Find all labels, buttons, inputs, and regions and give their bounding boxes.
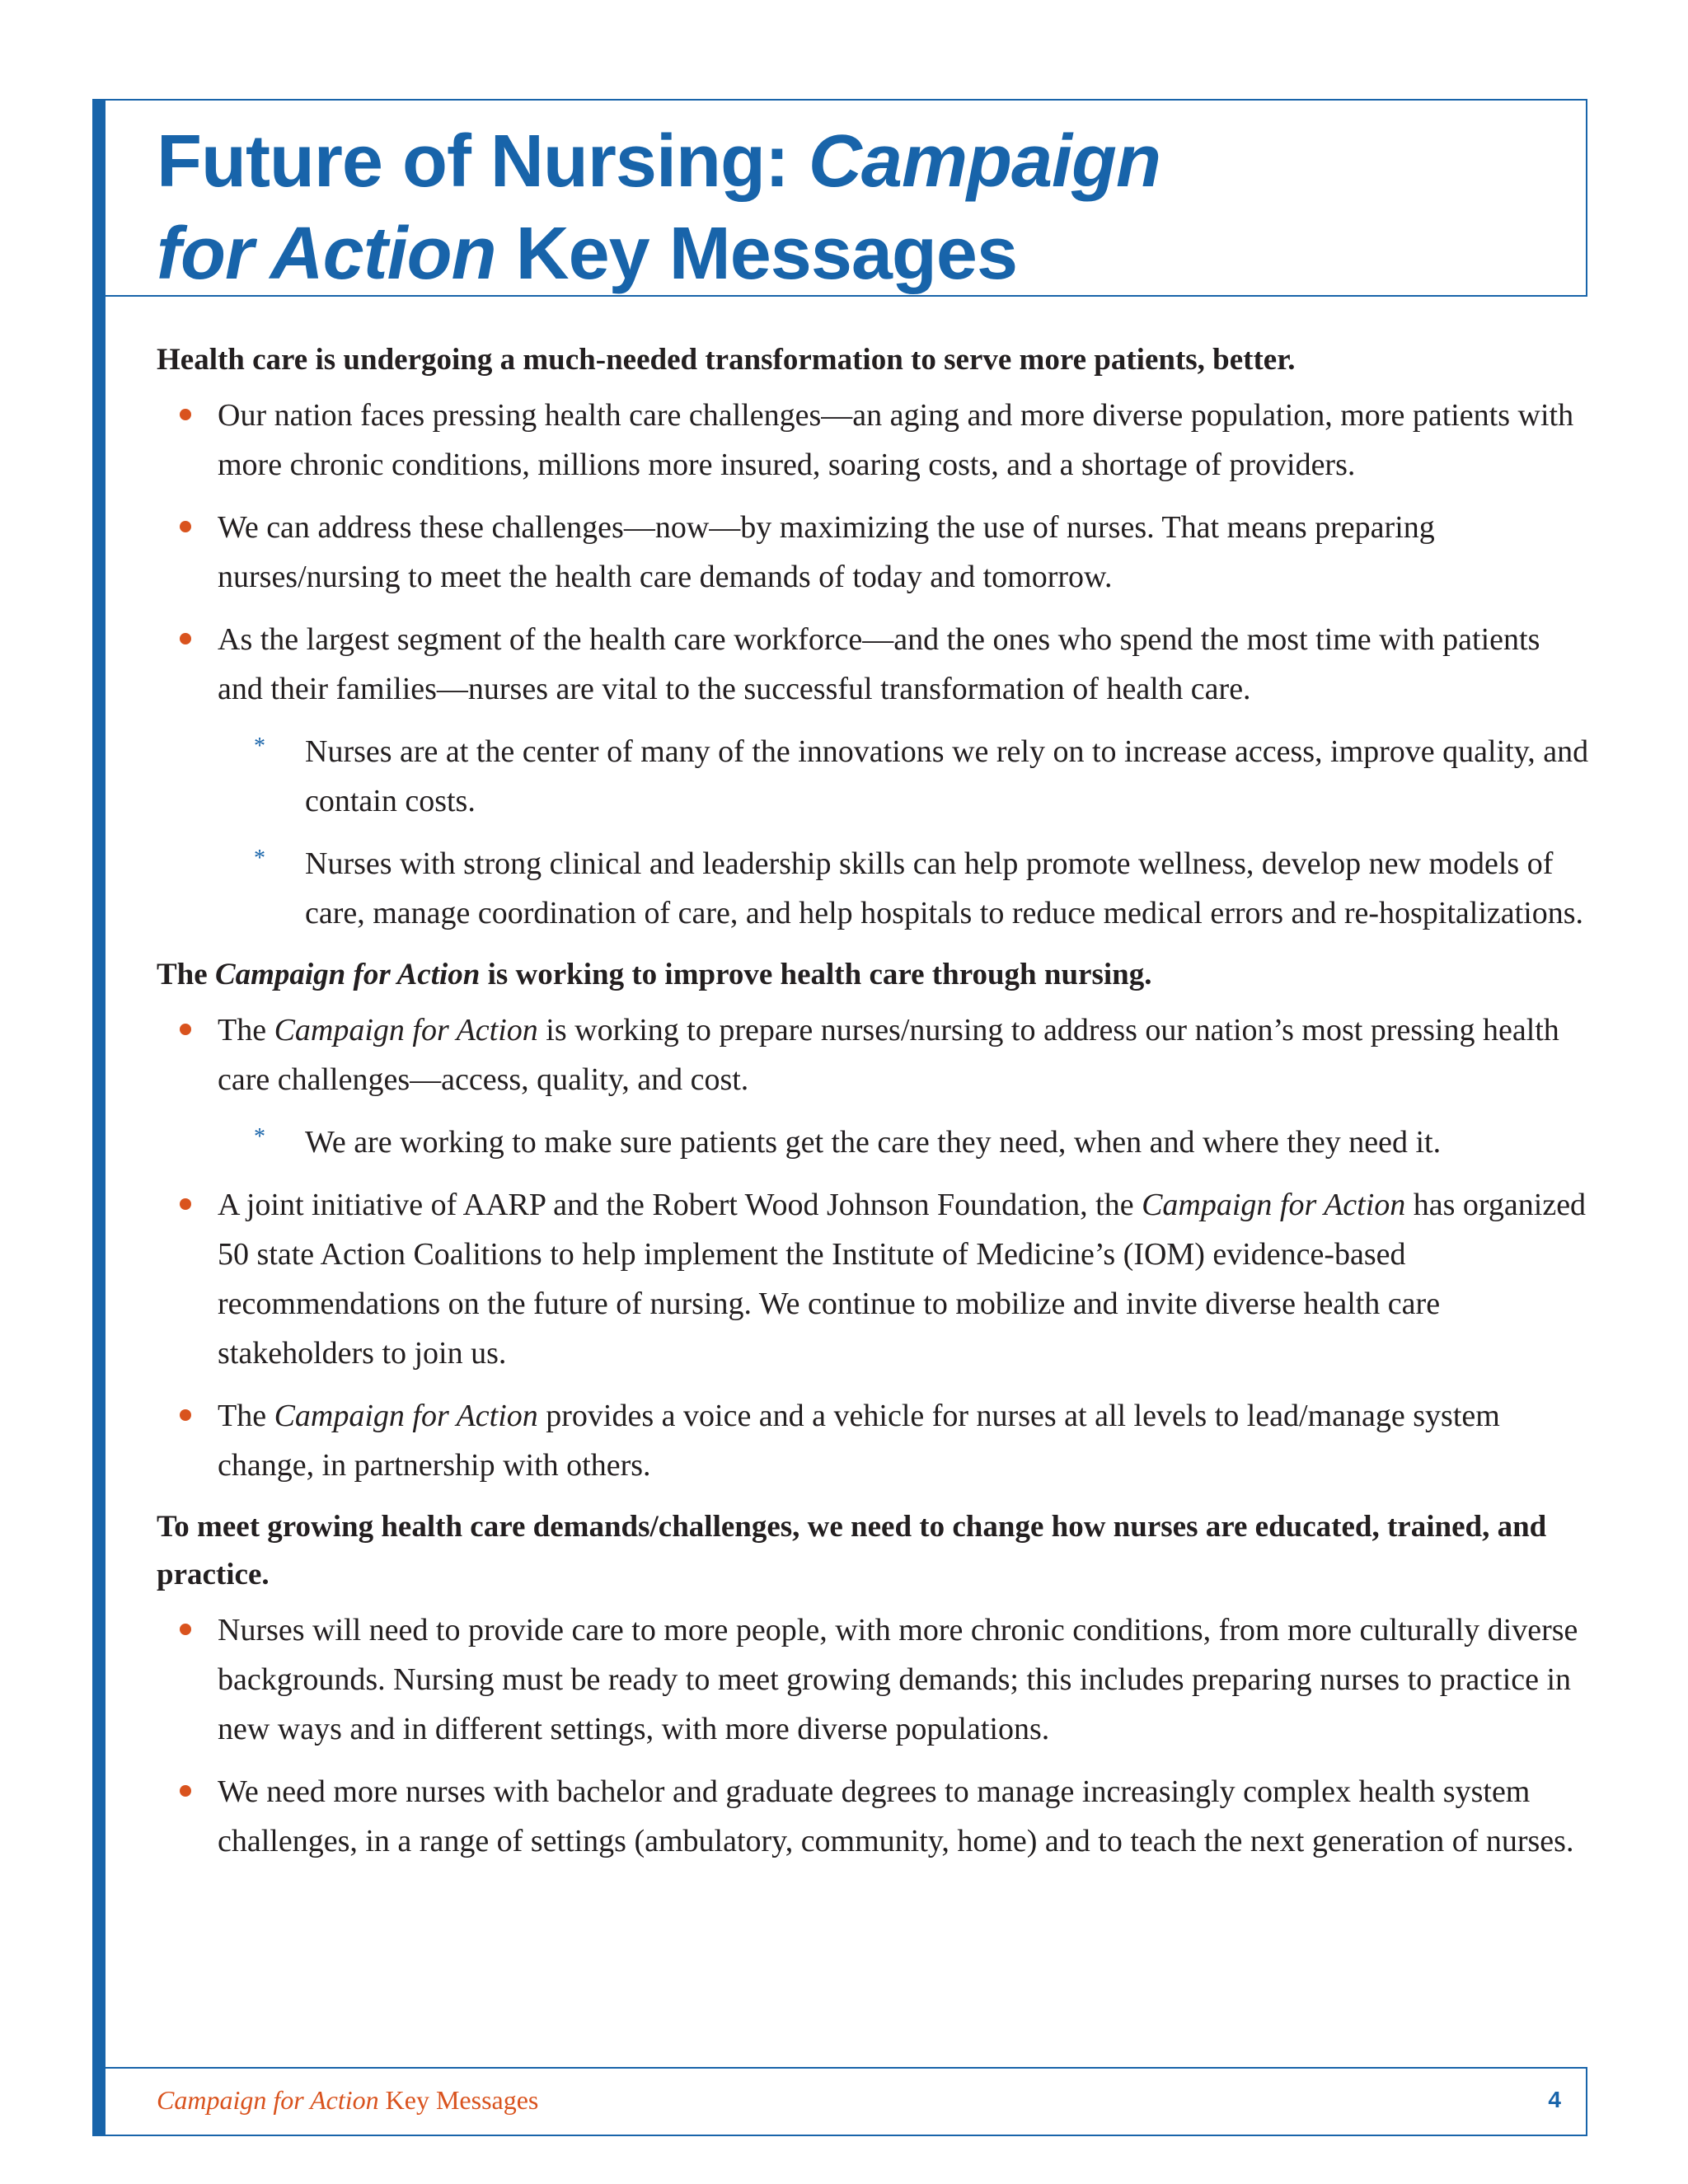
sub-list-item bbox=[157, 727, 1591, 826]
list-item bbox=[157, 1005, 1591, 1167]
section-3-heading: To meet growing health care demands/challenges, we need to change how nurses are educated, trained, and practice. bbox=[157, 1510, 1547, 1591]
list-item bbox=[157, 1767, 1591, 1866]
bullet-text: Our nation faces pressing health care challenges—an aging and more diverse population, more patients with more chronic conditions, millions more insured, soaring costs, and a shortage of providers. bbox=[218, 398, 1574, 482]
footer-label-rest: Key Messages bbox=[378, 2085, 539, 2115]
bullet-text: Nurses will need to provide care to more people, with more chronic conditions, from more culturally diverse backgrounds. Nursing must be ready to meet growing demands; this includes preparing nurses to practice in new ways and in different settings, with more diverse populations. bbox=[218, 1613, 1578, 1746]
asterisk-icon: * bbox=[254, 1124, 265, 1150]
bullet-icon bbox=[180, 1024, 191, 1035]
sub-bullet-text: We are working to make sure patients get the care they need, when and where they need it. bbox=[305, 1125, 1442, 1160]
bullet-text-post: provides a voice and a vehicle for nurses at all levels to lead/manage system change, in partnership with others. bbox=[218, 1399, 1500, 1483]
bullet-icon bbox=[180, 1785, 191, 1797]
section-3-list bbox=[157, 1605, 1591, 1866]
section-1-heading: Health care is undergoing a much-needed transformation to serve more patients, better. bbox=[157, 343, 1296, 377]
asterisk-icon: * bbox=[254, 846, 265, 871]
bullet-text-italic: Campaign for Action bbox=[1142, 1188, 1406, 1222]
title-part-4: Key Messages bbox=[495, 213, 1018, 295]
left-accent-bar bbox=[92, 99, 106, 2136]
bullet-text-italic: Campaign for Action bbox=[274, 1013, 538, 1047]
asterisk-icon: * bbox=[254, 733, 265, 759]
sub-list bbox=[157, 1118, 1591, 1167]
bullet-icon bbox=[180, 633, 191, 644]
list-item bbox=[157, 1605, 1591, 1754]
title-part-2: Campaign bbox=[808, 120, 1160, 203]
bullet-text-pre: A joint initiative of AARP and the Robert Wood Johnson Foundation, the bbox=[218, 1188, 1142, 1222]
bullet-text: As the largest segment of the health care workforce—and the ones who spend the most time with patients and their families—nurses are vital to the successful transformation of health care. bbox=[218, 622, 1540, 706]
bullet-icon bbox=[180, 1624, 191, 1635]
list-item bbox=[157, 615, 1591, 938]
list-item bbox=[157, 1391, 1591, 1490]
bullet-icon bbox=[180, 521, 191, 532]
section-2-heading bbox=[157, 951, 1591, 999]
bullet-icon bbox=[180, 1409, 191, 1421]
sub-list bbox=[157, 727, 1591, 938]
bullet-text-pre: The bbox=[218, 1399, 274, 1433]
bullet-text: We can address these challenges—now—by maximizing the use of nurses. That means preparing nurses/nursing to meet the health care demands of today and tomorrow. bbox=[218, 510, 1435, 594]
section-2-heading-pre: The bbox=[157, 958, 215, 991]
sub-bullet-text: Nurses are at the center of many of the innovations we rely on to increase access, improve quality, and contain costs. bbox=[305, 734, 1589, 818]
list-item bbox=[157, 1180, 1591, 1378]
list-item bbox=[157, 503, 1591, 602]
sub-bullet-text: Nurses with strong clinical and leadership skills can help promote wellness, develop new models of care, manage coordination of care, and help hospitals to reduce medical errors and re-hospitalizations. bbox=[305, 846, 1584, 930]
bullet-text-italic: Campaign for Action bbox=[274, 1399, 538, 1433]
footer bbox=[106, 2067, 1587, 2136]
page-number: 4 bbox=[1548, 2087, 1561, 2112]
bullet-text-pre: The bbox=[218, 1013, 274, 1047]
main-content bbox=[157, 336, 1591, 2018]
bullet-text-post: is working to prepare nurses/nursing to address our nation’s most pressing health care challenges—access, quality, and cost. bbox=[218, 1013, 1559, 1097]
page-title bbox=[157, 115, 1160, 300]
bullet-text: We need more nurses with bachelor and graduate degrees to manage increasingly complex health system challenges, in a range of settings (ambulatory, community, home) and to teach the next generation of nurses. bbox=[218, 1774, 1574, 1858]
section-1-list bbox=[157, 391, 1591, 938]
footer-label-italic: Campaign for Action bbox=[157, 2085, 379, 2115]
title-part-3: for Action bbox=[157, 213, 496, 295]
bullet-icon bbox=[180, 409, 191, 420]
section-2-list bbox=[157, 1005, 1591, 1490]
bullet-text-post: has organized 50 state Action Coalitions to help implement the Institute of Medicine’s (IOM) evidence-based recommendations on the future of nursing. We continue to mobilize and invite diverse health care stakeholders to join us. bbox=[218, 1188, 1587, 1371]
title-part-1: Future of Nursing: bbox=[157, 120, 809, 203]
sub-list-item bbox=[157, 839, 1591, 938]
title-box bbox=[106, 99, 1587, 297]
list-item bbox=[157, 391, 1591, 490]
sub-list-item bbox=[157, 1118, 1591, 1167]
section-2-heading-post: is working to improve health care through nursing. bbox=[480, 958, 1152, 991]
section-2-heading-italic: Campaign for Action bbox=[214, 958, 481, 991]
bullet-icon bbox=[180, 1198, 191, 1210]
footer-label bbox=[157, 2085, 538, 2116]
